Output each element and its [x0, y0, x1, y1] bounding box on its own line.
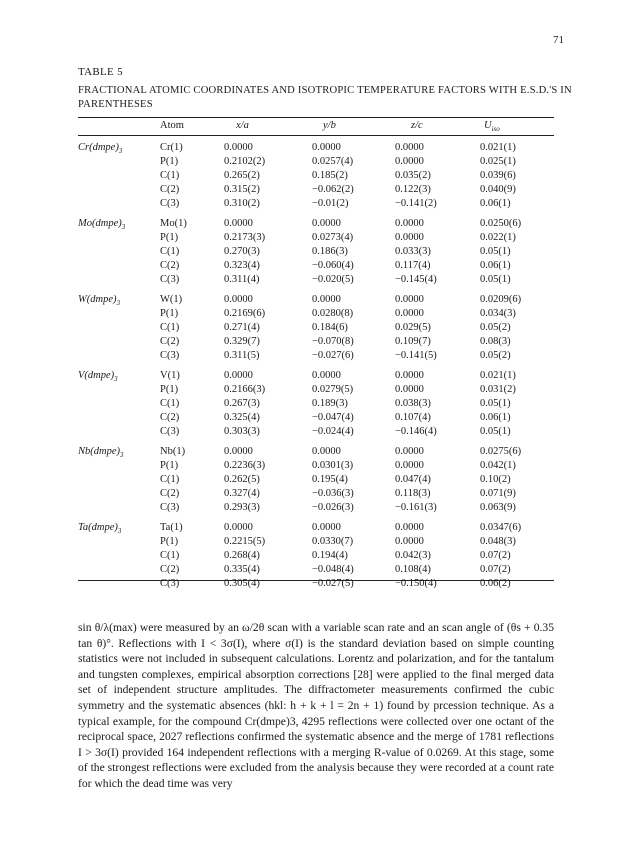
- cell-x: 0.0000: [224, 218, 253, 229]
- table-header-row: [0, 120, 624, 134]
- cell-z: 0.108(4): [395, 564, 431, 575]
- cell-atom: P(1): [160, 536, 179, 547]
- cell-x: 0.327(4): [224, 488, 260, 499]
- cell-z: 0.117(4): [395, 260, 431, 271]
- cell-u-iso: 0.025(1): [480, 156, 516, 167]
- cell-z: 0.042(3): [395, 550, 431, 561]
- cell-y: 0.0273(4): [312, 232, 354, 243]
- cell-u-iso: 0.022(1): [480, 232, 516, 243]
- cell-atom: W(1): [160, 294, 183, 305]
- cell-y: −0.024(4): [312, 426, 354, 437]
- cell-y: −0.026(3): [312, 502, 354, 513]
- cell-x: 0.311(4): [224, 274, 260, 285]
- cell-z: 0.0000: [395, 460, 424, 471]
- cell-x: 0.335(4): [224, 564, 260, 575]
- cell-z: −0.161(3): [395, 502, 437, 513]
- cell-x: 0.325(4): [224, 412, 260, 423]
- table-row: [0, 412, 624, 426]
- cell-y: 0.0000: [312, 294, 341, 305]
- cell-u-iso: 0.048(3): [480, 536, 516, 547]
- cell-z: 0.0000: [395, 142, 424, 153]
- compound-name: $Mo(dmpe)_3$: [78, 218, 126, 232]
- cell-u-iso: 0.06(1): [480, 198, 511, 209]
- cell-x: 0.2166(3): [224, 384, 266, 395]
- cell-atom: Mo(1): [160, 218, 187, 229]
- cell-y: −0.060(4): [312, 260, 354, 271]
- cell-atom: C(3): [160, 502, 180, 513]
- cell-x: 0.311(5): [224, 350, 260, 361]
- table-row: [0, 232, 624, 246]
- cell-z: 0.047(4): [395, 474, 431, 485]
- cell-y: 0.0000: [312, 522, 341, 533]
- cell-u-iso: 0.05(2): [480, 350, 511, 361]
- cell-y: 0.0301(3): [312, 460, 354, 471]
- cell-atom: C(1): [160, 322, 180, 333]
- cell-u-iso: 0.06(1): [480, 412, 511, 423]
- cell-z: 0.033(3): [395, 246, 431, 257]
- cell-atom: P(1): [160, 156, 179, 167]
- cell-z: 0.0000: [395, 308, 424, 319]
- cell-atom: C(2): [160, 488, 180, 499]
- table-row: [0, 550, 624, 564]
- cell-z: 0.0000: [395, 218, 424, 229]
- cell-z: 0.0000: [395, 294, 424, 305]
- cell-atom: C(1): [160, 170, 180, 181]
- table-row: [0, 274, 624, 288]
- cell-y: −0.048(4): [312, 564, 354, 575]
- cell-x: 0.0000: [224, 446, 253, 457]
- cell-u-iso: 0.06(2): [480, 578, 511, 589]
- cell-x: 0.315(2): [224, 184, 260, 195]
- table-row: [0, 308, 624, 322]
- cell-y: −0.01(2): [312, 198, 349, 209]
- cell-x: 0.268(4): [224, 550, 260, 561]
- cell-z: −0.150(4): [395, 578, 437, 589]
- cell-u-iso: 0.05(1): [480, 426, 511, 437]
- cell-z: 0.122(3): [395, 184, 431, 195]
- cell-y: 0.0000: [312, 446, 341, 457]
- cell-z: 0.107(4): [395, 412, 431, 423]
- cell-z: 0.0000: [395, 232, 424, 243]
- cell-y: 0.0000: [312, 142, 341, 153]
- table-row: [0, 260, 624, 274]
- cell-y: 0.195(4): [312, 474, 348, 485]
- cell-x: 0.270(3): [224, 246, 260, 257]
- cell-x: 0.293(3): [224, 502, 260, 513]
- cell-z: 0.0000: [395, 370, 424, 381]
- cell-z: −0.145(4): [395, 274, 437, 285]
- cell-u-iso: 0.0209(6): [480, 294, 522, 305]
- cell-x: 0.267(3): [224, 398, 260, 409]
- compound-name: $W(dmpe)_3$: [78, 294, 120, 308]
- cell-atom: P(1): [160, 232, 179, 243]
- cell-atom: C(2): [160, 336, 180, 347]
- cell-z: 0.0000: [395, 446, 424, 457]
- table-row: [0, 170, 624, 184]
- cell-z: 0.109(7): [395, 336, 431, 347]
- cell-u-iso: 0.10(2): [480, 474, 511, 485]
- cell-y: −0.027(6): [312, 350, 354, 361]
- cell-u-iso: 0.06(1): [480, 260, 511, 271]
- cell-u-iso: 0.07(2): [480, 564, 511, 575]
- cell-y: 0.0000: [312, 370, 341, 381]
- cell-u-iso: 0.05(2): [480, 322, 511, 333]
- table-top-rule: [78, 117, 554, 118]
- cell-u-iso: 0.05(1): [480, 246, 511, 257]
- cell-u-iso: 0.0250(6): [480, 218, 522, 229]
- cell-z: −0.146(4): [395, 426, 437, 437]
- cell-x: 0.262(5): [224, 474, 260, 485]
- cell-x: 0.265(2): [224, 170, 260, 181]
- cell-z: −0.141(2): [395, 198, 437, 209]
- table-row: [0, 460, 624, 474]
- cell-atom: C(2): [160, 260, 180, 271]
- cell-y: −0.062(2): [312, 184, 354, 195]
- cell-u-iso: 0.08(3): [480, 336, 511, 347]
- cell-u-iso: 0.071(9): [480, 488, 516, 499]
- cell-y: −0.047(4): [312, 412, 354, 423]
- header-z: z/c: [411, 120, 423, 131]
- cell-y: 0.189(3): [312, 398, 348, 409]
- cell-y: −0.020(5): [312, 274, 354, 285]
- cell-atom: C(3): [160, 350, 180, 361]
- table-row: [0, 350, 624, 364]
- table-bottom-rule: [78, 580, 554, 581]
- cell-atom: C(1): [160, 398, 180, 409]
- cell-u-iso: 0.0275(6): [480, 446, 522, 457]
- cell-z: 0.029(5): [395, 322, 431, 333]
- header-x: x/a: [236, 120, 249, 131]
- header-u-iso: $U_{iso}$: [484, 120, 500, 134]
- table-row: [0, 564, 624, 578]
- table-caption: FRACTIONAL ATOMIC COORDINATES AND ISOTROPIC TEMPERATURE FACTORS WITH E.S.D.'S IN PARENTHESES: [78, 85, 572, 110]
- cell-atom: C(3): [160, 274, 180, 285]
- cell-atom: V(1): [160, 370, 180, 381]
- cell-atom: C(3): [160, 198, 180, 209]
- cell-y: 0.185(2): [312, 170, 348, 181]
- cell-z: 0.0000: [395, 536, 424, 547]
- table-row: [0, 488, 624, 502]
- cell-u-iso: 0.031(2): [480, 384, 516, 395]
- cell-x: 0.2102(2): [224, 156, 266, 167]
- cell-x: 0.0000: [224, 142, 253, 153]
- compound-name: $Cr(dmpe)_3$: [78, 142, 123, 156]
- body-text: [78, 620, 554, 792]
- table-row: [0, 370, 624, 384]
- cell-y: 0.184(6): [312, 322, 348, 333]
- cell-u-iso: 0.05(1): [480, 398, 511, 409]
- table-row: [0, 336, 624, 350]
- header-y: y/b: [323, 120, 336, 131]
- cell-y: 0.0257(4): [312, 156, 354, 167]
- table-row: [0, 522, 624, 536]
- cell-z: 0.0000: [395, 522, 424, 533]
- table-row: [0, 246, 624, 260]
- cell-y: 0.194(4): [312, 550, 348, 561]
- cell-u-iso: 0.021(1): [480, 142, 516, 153]
- cell-z: 0.038(3): [395, 398, 431, 409]
- cell-atom: Ta(1): [160, 522, 183, 533]
- cell-x: 0.303(3): [224, 426, 260, 437]
- cell-u-iso: 0.040(9): [480, 184, 516, 195]
- cell-atom: C(2): [160, 412, 180, 423]
- table-row: [0, 322, 624, 336]
- cell-u-iso: 0.021(1): [480, 370, 516, 381]
- cell-x: 0.305(4): [224, 578, 260, 589]
- cell-x: 0.2169(6): [224, 308, 266, 319]
- body-paragraph: sin θ/λ(max) were measured by an ω/2θ scan with a variable scan rate and an scan angle of (θs + 0.35 tan θ)°. Reflections with I < 3σ(I), where σ(I) is the standard deviation based on simple counting statistics were not included in subsequent calculations. Lorentz and polarization, and for the tantalum and tungsten complexes, empirical absorption corrections [28] were applied to the final merged data set of independent structure amplitudes. The diffractometer measurements confirmed the cubic symmetry and the systematic absences (hkl: h + k + l = 2n + 1) found by prcession technique. As a typical example, for the compound Cr(dmpe)3, 4295 reflections were collected over one octant of the reciprocal space, 2027 reflections confirmed the systematic absence and the merge of 1781 reflections I > 3σ(I) provided 164 independent reflections with a merging R-value of 0.0269. At this stage, some of the strongest reflections were excluded from the analysis because they were recorded at a count rate for which the dead time was very: [78, 621, 554, 790]
- table-row: [0, 398, 624, 412]
- cell-x: 0.2215(5): [224, 536, 266, 547]
- cell-atom: P(1): [160, 384, 179, 395]
- table-row: [0, 294, 624, 308]
- table-row: [0, 502, 624, 516]
- header-atom: Atom: [160, 120, 184, 131]
- table-row: [0, 142, 624, 156]
- cell-u-iso: 0.039(6): [480, 170, 516, 181]
- cell-x: 0.0000: [224, 370, 253, 381]
- page-number: 71: [553, 34, 564, 46]
- cell-x: 0.323(4): [224, 260, 260, 271]
- cell-y: 0.0000: [312, 218, 341, 229]
- cell-u-iso: 0.0347(6): [480, 522, 522, 533]
- cell-y: 0.186(3): [312, 246, 348, 257]
- table-header-rule: [78, 135, 554, 136]
- cell-u-iso: 0.07(2): [480, 550, 511, 561]
- cell-u-iso: 0.063(9): [480, 502, 516, 513]
- cell-z: 0.035(2): [395, 170, 431, 181]
- cell-x: 0.310(2): [224, 198, 260, 209]
- table-row: [0, 536, 624, 550]
- cell-z: 0.118(3): [395, 488, 431, 499]
- cell-u-iso: 0.042(1): [480, 460, 516, 471]
- cell-z: 0.0000: [395, 156, 424, 167]
- cell-x: 0.0000: [224, 522, 253, 533]
- cell-y: 0.0280(8): [312, 308, 354, 319]
- table-row: [0, 218, 624, 232]
- cell-y: −0.027(5): [312, 578, 354, 589]
- table-row: [0, 474, 624, 488]
- cell-y: −0.070(8): [312, 336, 354, 347]
- table-row: [0, 426, 624, 440]
- table-row: [0, 184, 624, 198]
- cell-atom: C(1): [160, 246, 180, 257]
- table-row: [0, 198, 624, 212]
- cell-atom: C(1): [160, 550, 180, 561]
- cell-y: 0.0330(7): [312, 536, 354, 547]
- cell-atom: C(3): [160, 426, 180, 437]
- cell-y: 0.0279(5): [312, 384, 354, 395]
- cell-atom: C(2): [160, 184, 180, 195]
- cell-atom: P(1): [160, 308, 179, 319]
- cell-z: −0.141(5): [395, 350, 437, 361]
- cell-u-iso: 0.034(3): [480, 308, 516, 319]
- cell-x: 0.329(7): [224, 336, 260, 347]
- cell-x: 0.0000: [224, 294, 253, 305]
- cell-z: 0.0000: [395, 384, 424, 395]
- cell-atom: Cr(1): [160, 142, 183, 153]
- table-row: [0, 446, 624, 460]
- cell-y: −0.036(3): [312, 488, 354, 499]
- cell-atom: C(1): [160, 474, 180, 485]
- compound-name: $Ta(dmpe)_3$: [78, 522, 122, 536]
- cell-atom: C(2): [160, 564, 180, 575]
- cell-x: 0.2236(3): [224, 460, 266, 471]
- table-row: [0, 384, 624, 398]
- cell-atom: P(1): [160, 460, 179, 471]
- compound-name: $Nb(dmpe)_3$: [78, 446, 124, 460]
- cell-x: 0.2173(3): [224, 232, 266, 243]
- table-row: [0, 156, 624, 170]
- table-label: TABLE 5: [78, 66, 123, 78]
- cell-x: 0.271(4): [224, 322, 260, 333]
- compound-name: $V(dmpe)_3$: [78, 370, 118, 384]
- cell-atom: Nb(1): [160, 446, 186, 457]
- cell-u-iso: 0.05(1): [480, 274, 511, 285]
- cell-atom: C(3): [160, 578, 180, 589]
